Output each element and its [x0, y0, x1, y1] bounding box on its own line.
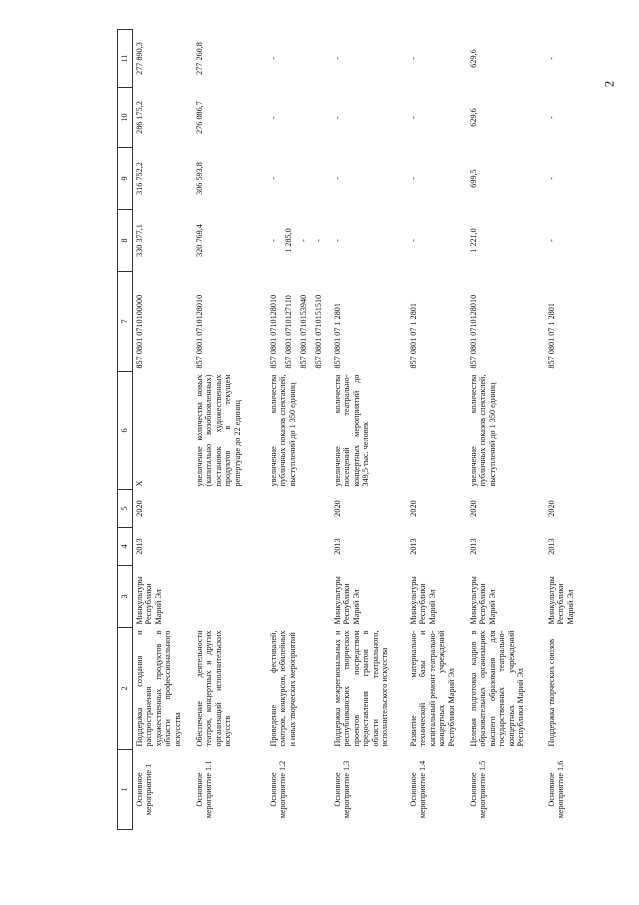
cell-start-year: 2013	[409, 538, 418, 555]
header-col-4: 4	[118, 528, 133, 566]
cell-description: Обеспечение деятельности театров, концертных и других организаций исполнительских искусств	[195, 630, 233, 747]
cell-executor: Минкультуры Республики Марий Эл	[409, 576, 437, 625]
cell-result	[407, 372, 467, 490]
cell-end-year: 2020	[469, 500, 478, 517]
cell-activity: Основное мероприятие 1	[135, 763, 154, 816]
header-col-8: 8	[118, 210, 133, 272]
cell-end-year: 2020	[333, 500, 342, 517]
table-row	[407, 30, 467, 830]
code-line: 857 0801 0710151510	[314, 294, 323, 369]
cell-value-10: -	[547, 116, 556, 119]
cell-activity: Основное мероприятие 1.2	[269, 760, 288, 819]
code-line: 857 0801 07 1 2801	[547, 303, 556, 369]
cell-value-11: -	[409, 57, 418, 60]
header-col-6: 6	[118, 372, 133, 490]
value-line: -	[547, 239, 556, 242]
header-col-11: 11	[118, 30, 133, 88]
cell-value-8	[545, 210, 589, 272]
table-row	[193, 30, 267, 830]
cell-code	[267, 272, 331, 372]
cell-executor: Минкультуры Республики Марий Эл	[135, 576, 163, 625]
program-table	[117, 29, 589, 830]
cell-value-10: 286 175,2	[135, 101, 144, 134]
cell-value-8	[193, 210, 267, 272]
cell-value-11: -	[269, 57, 278, 60]
header-col-9: 9	[118, 148, 133, 210]
table-row	[267, 30, 331, 830]
table-row	[545, 30, 589, 830]
cell-value-10: 629,6	[469, 108, 478, 127]
cell-result: увеличение количества публичных показов спектаклей, выступлений до 1 350 единиц	[469, 374, 497, 487]
code-line: 857 0801 07 1 2801	[409, 303, 418, 369]
cell-value-9: 316 752,2	[135, 162, 144, 195]
table-row	[133, 30, 194, 830]
cell-value-11: -	[333, 57, 342, 60]
cell-result: увеличение количества посещений театрально-концертных мероприятий до 349,5 тыс. человек	[333, 374, 371, 487]
value-line: -	[409, 239, 418, 242]
rotated-table-wrapper	[117, 30, 575, 830]
cell-start-year: 2013	[135, 538, 144, 555]
cell-value-10: -	[269, 116, 278, 119]
header-col-5: 5	[118, 490, 133, 528]
cell-executor: Минкультуры Республики Марий Эл	[333, 576, 361, 625]
cell-description: Развитие материально-технической базы и капитальный ремонт театрально-концертных учреждений Республики Марий Эл	[409, 630, 456, 747]
value-line: -	[333, 239, 342, 242]
cell-start-year: 2013	[469, 538, 478, 555]
cell-activity: Основное мероприятие 1.1	[195, 760, 214, 819]
cell-value-9: 306 593,8	[195, 162, 204, 195]
cell-code	[331, 272, 407, 372]
cell-code	[193, 272, 267, 372]
cell-value-9: -	[333, 177, 342, 180]
cell-value-11: -	[547, 57, 556, 60]
cell-executor	[193, 566, 267, 628]
code-line: 857 0801 0710100000	[135, 294, 144, 369]
value-line: 320 769,4	[195, 224, 204, 257]
cell-description: Поддержка межрегиональных и республиканских творческих проектов посредством предоставления грантов в области театрального, исполнительского искусства	[333, 630, 390, 747]
cell-code	[467, 272, 545, 372]
value-line: -	[299, 239, 308, 242]
cell-end-year: 2020	[409, 500, 418, 517]
cell-value-8	[467, 210, 545, 272]
cell-result: X	[135, 480, 144, 487]
cell-start-year: 2013	[547, 538, 556, 555]
page-number: 2	[601, 80, 617, 88]
cell-start-year	[193, 528, 267, 566]
cell-value-11: 629,6	[469, 49, 478, 68]
cell-value-8	[331, 210, 407, 272]
cell-activity: Основное мероприятие 1.3	[333, 760, 352, 819]
cell-result: увеличение количества публичных показов спектаклей, выступлений до 1 350 единиц	[269, 374, 297, 487]
cell-start-year: 2013	[333, 538, 342, 555]
cell-activity: Основное мероприятие 1.6	[547, 760, 566, 819]
cell-executor	[267, 566, 331, 628]
cell-description: Проведение фестивалей, смотров, конкурсов, юбилейных и иных творческих мероприятий	[269, 630, 297, 747]
cell-end-year: 2020	[135, 500, 144, 517]
code-line: 857 0801 0710128010	[195, 294, 204, 369]
value-line: 1 285,0	[284, 228, 293, 253]
header-col-10: 10	[118, 88, 133, 148]
code-line: 857 0801 0710127110	[284, 295, 293, 369]
cell-value-9: -	[269, 177, 278, 180]
cell-code	[407, 272, 467, 372]
header-col-2: 2	[118, 628, 133, 750]
header-col-1: 1	[118, 750, 133, 830]
code-line: 857 0801 0710128010	[269, 294, 278, 369]
cell-description: Поддержка творческих союзов	[547, 639, 556, 747]
cell-value-9: -	[409, 177, 418, 180]
cell-value-10: 276 086,7	[195, 101, 204, 134]
cell-value-8	[407, 210, 467, 272]
cell-description: Поддержка создания и распространения художественных продуктов в области профессионального искусства	[135, 630, 182, 747]
cell-value-8	[267, 210, 331, 272]
code-line: 857 0801 07 1 2801	[333, 303, 342, 369]
header-row	[118, 30, 133, 830]
cell-start-year	[267, 528, 331, 566]
cell-executor: Минкультуры Республики Марий Эл	[547, 576, 575, 625]
value-line: -	[314, 239, 323, 242]
cell-activity: Основное мероприятие 1.4	[409, 760, 428, 819]
cell-activity: Основное мероприятие 1.5	[469, 760, 488, 819]
cell-value-11: 277 260,8	[195, 42, 204, 75]
header-col-7: 7	[118, 272, 133, 372]
cell-value-9: -	[547, 177, 556, 180]
cell-description: Целевая подготовка кадров в образовательных организациях высшего образования для государственных театрально-концертных учреждений Республики Марий Эл	[469, 630, 526, 747]
value-line: 1 221,0	[469, 228, 478, 253]
value-line: -	[269, 239, 278, 242]
cell-executor: Минкультуры Республики Марий Эл	[469, 576, 497, 625]
code-line: 857 0801 0710153940	[299, 294, 308, 369]
cell-value-11: 277 890,3	[135, 42, 144, 75]
cell-value-10: -	[409, 116, 418, 119]
table-row	[331, 30, 407, 830]
cell-code	[545, 272, 589, 372]
cell-code	[133, 272, 194, 372]
cell-value-10: -	[333, 116, 342, 119]
cell-end-year	[267, 490, 331, 528]
value-line: 330 377,1	[135, 224, 144, 257]
header-col-3: 3	[118, 566, 133, 628]
cell-end-year: 2020	[547, 500, 556, 517]
cell-result: увеличение количества новых (капитально возобновленных) постановок художественных продуктов в текущем репертуаре до 22 единиц	[195, 374, 242, 487]
table-row	[467, 30, 545, 830]
cell-result	[545, 372, 589, 490]
code-line: 857 0801 0710128010	[469, 294, 478, 369]
cell-value-9: 699,5	[469, 169, 478, 188]
cell-value-8	[133, 210, 194, 272]
cell-end-year	[193, 490, 267, 528]
